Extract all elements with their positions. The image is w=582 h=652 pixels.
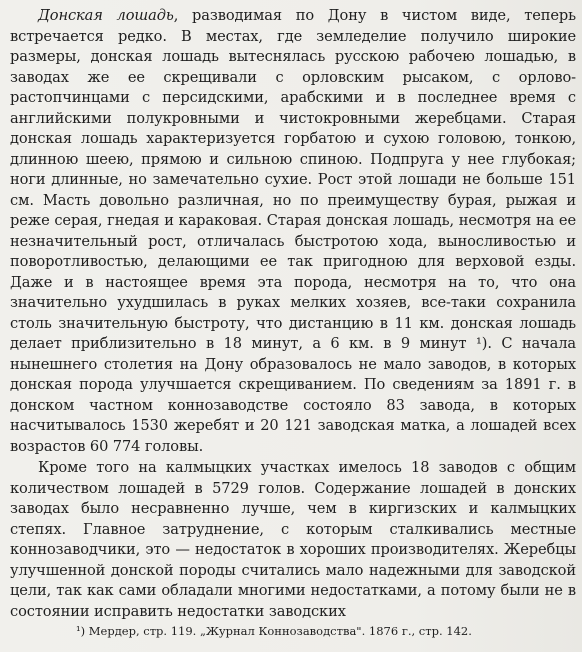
paragraph-body: , разводимая по Дону в чистом виде, теперь встречается редко. В местах, где земледелие получило широкие размеры, донская лошадь вытеснялась русскою рабочею лошадью, в заводах же ее скрещивали с орловским рысаком, с орлово-растопчинцами с персидскими, арабскими и в последнее время с английскими полукровными и чистокровными жеребцами. Старая донская лошадь характеризуется горбатою и сухою головою, тонкою, длинною шеею, прямою и сильною спиною. Подпруга у нее глубокая; ноги длинные, но замечательно сухие. Рост этой лошади не больше 151 см. Масть довольно различная, но по преимуществу бурая, рыжая и реже серая, гнедая и караковая. Старая донская лошадь, несмотря на ее незначительный рост, отличалась быстротою хода, выносливостью и поворотливостью, делающими ее так пригодною для верховой езды. Даже и в настоящее время эта порода, несмотря на то, что она значительно ухудшилась в руках мелких хозяев, все-таки сохранила столь значительную быстроту, что дистанцию в 11 км. донская лошадь делает приблизительно в 18 минут, а 6 км. в 9 минут ¹). С начала нынешнего столетия на Дону образовалось не мало заводов, в которых донская порода улучшается скрещиванием. По сведениям за 1891 г. в донском частном коннозаводстве состояло 83 завода, в которых насчитывалось 1530 жеребят и 20 121 заводская матка, а лошадей всех возрастов 60 774 головы. [10,7,576,455]
body-text [10,6,576,622]
paragraph-kalmyk-studs: Кроме того на калмыцких участках имелось 18 заводов с общим количеством лошадей в 5729 голов. Содержание лошадей в донских заводах было несравненно лучше, чем в киргизских и калмыцких степях. Главное затруднение, с которым сталкивались местные коннозаводчики, это — недостаток в хороших производителях. Жеребцы улучшенной донской породы считались мало надежными для заводской цели, так как сами обладали многими недостатками, а потому были не в состоянии исправить недостатки заводских [10,459,576,620]
paragraph-don-horse [10,6,576,457]
paragraph-lead-term: Донская лошадь [38,7,174,24]
footnote: ¹) Мердер, стр. 119. „Журнал Коннозаводства". 1876 г., стр. 142. [76,624,472,638]
